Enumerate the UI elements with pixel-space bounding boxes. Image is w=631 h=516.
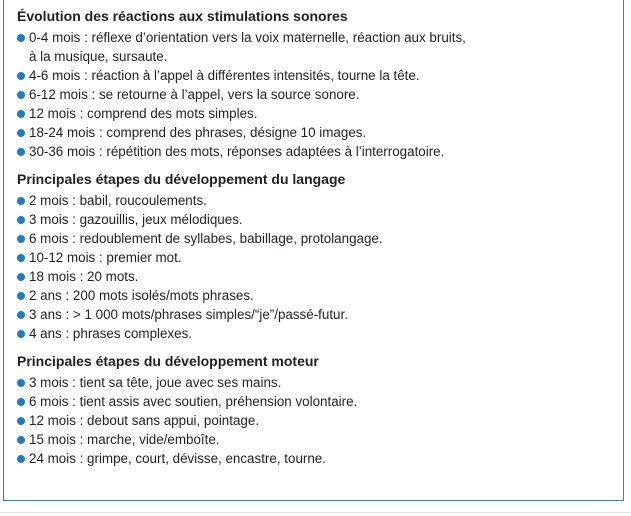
section-3 — [17, 352, 623, 468]
item-text-line: 4 ans : phrases complexes. — [29, 326, 193, 341]
bullet-icon — [17, 129, 25, 137]
item-text-line: 0-4 mois : réflexe d’orientation vers la voix maternelle, réaction aux bruits, — [29, 30, 466, 45]
bullet-icon — [17, 110, 25, 118]
list-item — [17, 449, 623, 468]
bullet-icon — [17, 34, 25, 42]
list-item — [17, 104, 623, 123]
bullet-icon — [17, 436, 25, 444]
bullet-icon — [17, 311, 25, 319]
list-item — [17, 142, 623, 161]
section-title: Principales étapes du développement moteur — [17, 353, 319, 369]
list-item — [17, 267, 623, 286]
list-item — [17, 85, 623, 104]
bullet-icon — [17, 91, 25, 99]
bullet-icon — [17, 148, 25, 156]
bullet-icon — [17, 197, 25, 205]
list-item — [17, 324, 623, 343]
item-text-line: 6 mois : redoublement de syllabes, babillage, protolangage. — [29, 231, 383, 246]
item-text-line: 2 mois : babil, roucoulements. — [29, 193, 207, 208]
item-text-line: 2 ans : 200 mots isolés/mots phrases. — [29, 288, 254, 303]
bullet-icon — [17, 216, 25, 224]
list-item — [17, 210, 623, 229]
bullet-icon — [17, 292, 25, 300]
list-item — [17, 286, 623, 305]
list-item — [17, 411, 623, 430]
list-item — [17, 430, 623, 449]
bullet-icon — [17, 398, 25, 406]
bullet-icon — [17, 254, 25, 262]
list-item — [17, 392, 623, 411]
list-item — [17, 229, 623, 248]
item-text-line: 15 mois : marche, vide/emboîte. — [29, 432, 220, 447]
bullet-icon — [17, 417, 25, 425]
item-text-line: à la musique, sursaute. — [29, 49, 168, 64]
list-item — [17, 191, 623, 210]
item-text-line: 3 ans : > 1 000 mots/phrases simples/“je”/passé-futur. — [29, 307, 348, 322]
item-text-line: 18 mois : 20 mots. — [29, 269, 139, 284]
list-item — [17, 66, 623, 85]
section-1 — [17, 7, 623, 161]
item-text-line: 3 mois : gazouillis, jeux mélodiques. — [29, 212, 243, 227]
bullet-icon — [17, 235, 25, 243]
section-title: Évolution des réactions aux stimulations sonores — [17, 8, 348, 24]
bullet-icon — [17, 455, 25, 463]
section-2 — [17, 170, 623, 343]
sections-container — [17, 7, 623, 468]
item-text-line: 10-12 mois : premier mot. — [29, 250, 182, 265]
bullet-icon — [17, 72, 25, 80]
bullet-list — [17, 191, 623, 343]
bullet-icon — [17, 379, 25, 387]
bullet-list — [17, 28, 623, 161]
item-text-line: 6 mois : tient assis avec soutien, préhension volontaire. — [29, 394, 358, 409]
item-text-line: 12 mois : debout sans appui, pointage. — [29, 413, 260, 428]
bullet-icon — [17, 273, 25, 281]
item-text-line: 18-24 mois : comprend des phrases, désigne 10 images. — [29, 125, 367, 140]
item-text-line: 6-12 mois : se retourne à l’appel, vers la source sonore. — [29, 87, 360, 102]
list-item — [17, 248, 623, 267]
bottom-rule — [0, 512, 631, 513]
development-milestones-box — [3, 0, 624, 501]
item-text-line: 12 mois : comprend des mots simples. — [29, 106, 258, 121]
item-text-line: 4-6 mois : réaction à l’appel à différentes intensités, tourne la tête. — [29, 68, 420, 83]
item-text-line: 3 mois : tient sa tête, joue avec ses mains. — [29, 375, 282, 390]
list-item — [17, 123, 623, 142]
item-text-line: 30-36 mois : répétition des mots, réponses adaptées à l’interrogatoire. — [29, 144, 445, 159]
section-title: Principales étapes du développement du langage — [17, 171, 346, 187]
list-item — [17, 373, 623, 392]
list-item — [17, 28, 623, 66]
bullet-list — [17, 373, 623, 468]
bullet-icon — [17, 330, 25, 338]
list-item — [17, 305, 623, 324]
item-text-line: 24 mois : grimpe, court, dévisse, encastre, tourne. — [29, 451, 326, 466]
